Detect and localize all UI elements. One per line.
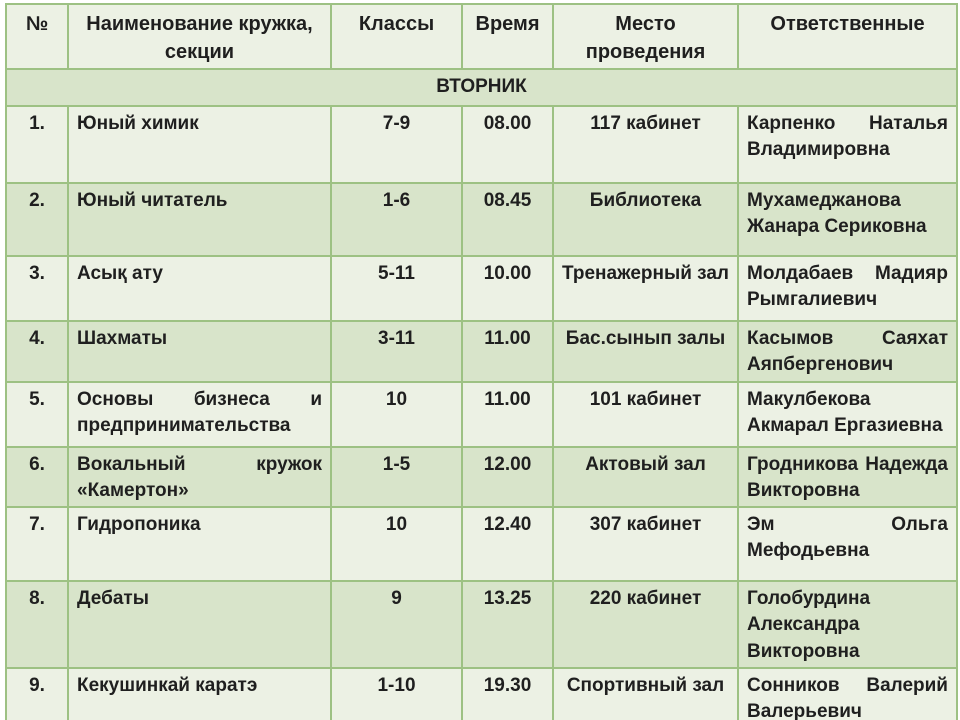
col-header-name: Наименование кружка, секции — [68, 4, 331, 69]
cell-place: 101 кабинет — [553, 382, 738, 447]
cell-place: Библиотека — [553, 183, 738, 256]
cell-time: 08.00 — [462, 106, 553, 183]
table-row — [6, 106, 957, 183]
cell-time: 13.25 — [462, 581, 553, 668]
table-row — [6, 581, 957, 668]
table-row — [6, 382, 957, 447]
cell-time: 10.00 — [462, 256, 553, 321]
col-header-num: № — [6, 4, 68, 69]
cell-place: 220 кабинет — [553, 581, 738, 668]
cell-club-name: Кекушинкай каратэ — [68, 668, 331, 720]
cell-grades: 1-5 — [331, 447, 462, 507]
cell-num: 5. — [6, 382, 68, 447]
cell-place: Актовый зал — [553, 447, 738, 507]
cell-time: 08.45 — [462, 183, 553, 256]
cell-place: 307 кабинет — [553, 507, 738, 581]
day-banner: ВТОРНИК — [6, 69, 957, 106]
cell-grades: 1-6 — [331, 183, 462, 256]
cell-time: 12.00 — [462, 447, 553, 507]
col-header-person: Ответственные — [738, 4, 957, 69]
clubs-schedule-table — [5, 3, 958, 720]
table-row — [6, 668, 957, 720]
cell-grades: 9 — [331, 581, 462, 668]
cell-person: Голобурдина Александра Викторовна — [738, 581, 957, 668]
cell-person: Сонников Валерий Валерьевич — [738, 668, 957, 720]
cell-person: Мухамеджанова Жанара Сериковна — [738, 183, 957, 256]
cell-num: 3. — [6, 256, 68, 321]
cell-club-name: Дебаты — [68, 581, 331, 668]
cell-num: 7. — [6, 507, 68, 581]
cell-club-name: Гидропоника — [68, 507, 331, 581]
cell-num: 2. — [6, 183, 68, 256]
cell-place: Тренажерный зал — [553, 256, 738, 321]
cell-place: 117 кабинет — [553, 106, 738, 183]
cell-club-name: Юный химик — [68, 106, 331, 183]
cell-grades: 10 — [331, 507, 462, 581]
cell-time: 11.00 — [462, 382, 553, 447]
table-row — [6, 256, 957, 321]
cell-place: Бас.сынып залы — [553, 321, 738, 381]
cell-person: Эм Ольга Мефодьевна — [738, 507, 957, 581]
cell-person: Гродникова Надежда Викторовна — [738, 447, 957, 507]
cell-club-name: Основы бизнеса и предпринимательства — [68, 382, 331, 447]
cell-num: 8. — [6, 581, 68, 668]
cell-club-name: Асық ату — [68, 256, 331, 321]
col-header-place: Место проведения — [553, 4, 738, 69]
cell-num: 1. — [6, 106, 68, 183]
day-banner-row — [6, 69, 957, 106]
cell-club-name: Шахматы — [68, 321, 331, 381]
cell-grades: 1-10 — [331, 668, 462, 720]
table-row — [6, 321, 957, 381]
col-header-grades: Классы — [331, 4, 462, 69]
cell-grades: 7-9 — [331, 106, 462, 183]
cell-num: 6. — [6, 447, 68, 507]
cell-time: 12.40 — [462, 507, 553, 581]
table-row — [6, 507, 957, 581]
cell-person: Макулбекова Акмарал Ергазиевна — [738, 382, 957, 447]
header-row — [6, 4, 957, 69]
cell-club-name: Юный читатель — [68, 183, 331, 256]
cell-club-name: Вокальный кружок «Камертон» — [68, 447, 331, 507]
col-header-time: Время — [462, 4, 553, 69]
cell-num: 4. — [6, 321, 68, 381]
table-row — [6, 183, 957, 256]
cell-person: Касымов Саяхат Аяпбергенович — [738, 321, 957, 381]
cell-place: Спортивный зал — [553, 668, 738, 720]
cell-time: 19.30 — [462, 668, 553, 720]
cell-num: 9. — [6, 668, 68, 720]
cell-grades: 5-11 — [331, 256, 462, 321]
cell-grades: 10 — [331, 382, 462, 447]
table-row — [6, 447, 957, 507]
cell-time: 11.00 — [462, 321, 553, 381]
cell-person: Молдабаев Мадияр Рымгалиевич — [738, 256, 957, 321]
cell-grades: 3-11 — [331, 321, 462, 381]
cell-person: Карпенко Наталья Владимировна — [738, 106, 957, 183]
